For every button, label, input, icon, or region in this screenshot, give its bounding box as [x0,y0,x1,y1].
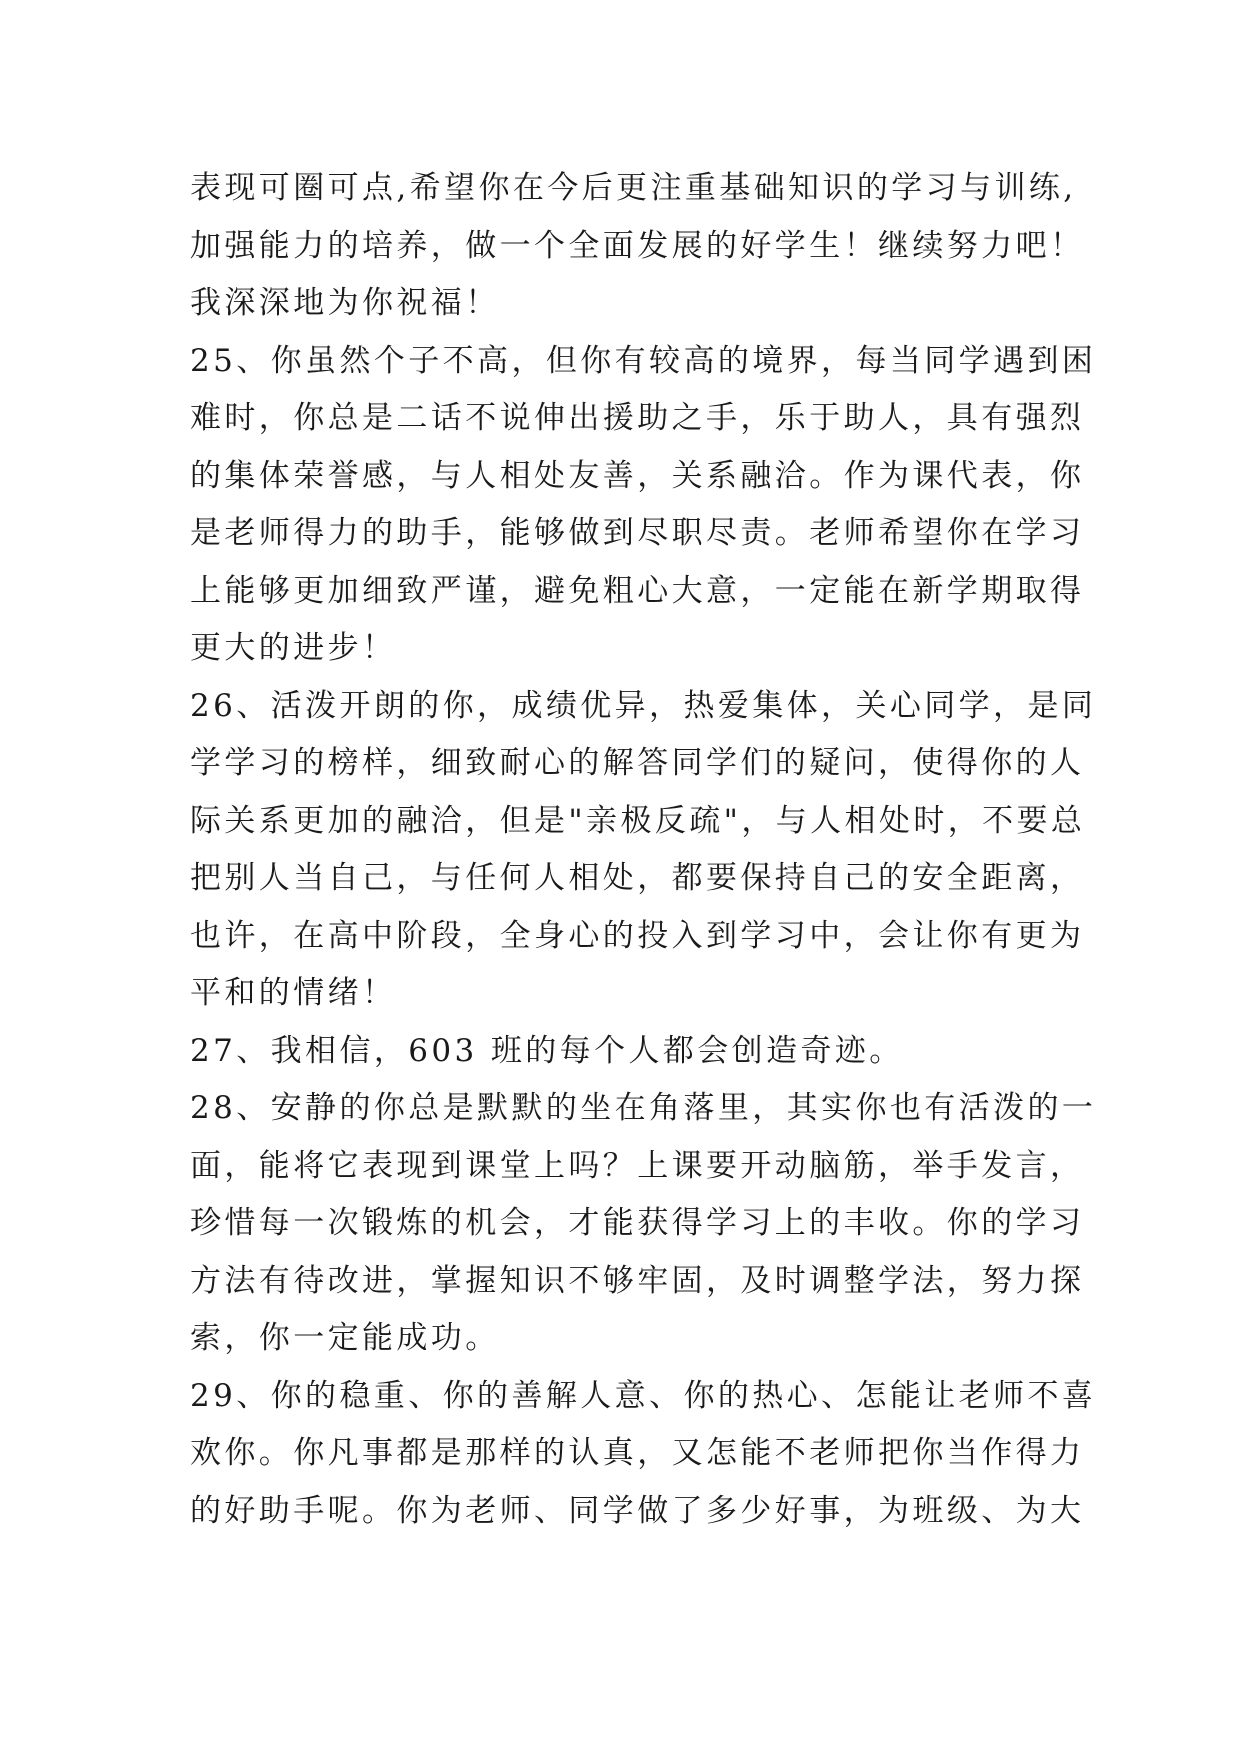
text-line: 难时，你总是二话不说伸出援助之手，乐于助人，具有强烈 [190,400,1085,436]
text-line: 加强能力的培养，做一个全面发展的好学生！继续努力吧！ [190,227,1085,264]
text-line: 把别人当自己，与任何人相处，都要保持自己的安全距离， [190,860,1085,896]
document-body [190,160,1097,1540]
text-line: 珍惜每一次锻炼的机会，才能获得学习上的丰收。你的学习 [190,1205,1085,1241]
text-line: 更大的进步！ [190,630,397,666]
text-line: 面，能将它表现到课堂上吗？上课要开动脑筋，举手发言， [190,1147,1085,1184]
text-line: 25、你虽然个子不高，但你有较高的境界，每当同学遇到困 [190,342,1097,379]
text-line: 欢你。你凡事都是那样的认真，又怎能不老师把你当作得力 [190,1435,1085,1471]
text-line: 索，你一定能成功。 [190,1320,500,1356]
text-line: 26、活泼开朗的你，成绩优异，热爱集体，关心同学，是同 [190,687,1097,724]
text-line: 27、我相信，603 班的每个人都会创造奇迹。 [190,1032,904,1069]
text-line: 我深深地为你祝福！ [190,285,500,321]
text-line: 上能够更加细致严谨，避免粗心大意，一定能在新学期取得 [190,572,1085,609]
text-line: 是老师得力的助手，能够做到尽职尽责。老师希望你在学习 [190,515,1085,551]
text-line: 29、你的稳重、你的善解人意、你的热心、怎能让老师不喜 [190,1377,1097,1414]
text-line: 学学习的榜样，细致耐心的解答同学们的疑问，使得你的人 [190,745,1085,781]
text-line: 的集体荣誉感，与人相处友善，关系融洽。作为课代表，你 [190,457,1085,494]
text-line: 表现可圈可点,希望你在今后更注重基础知识的学习与训练, [190,170,1077,206]
text-line: 也许，在高中阶段，全身心的投入到学习中，会让你有更为 [190,917,1085,954]
text-line: 的好助手呢。你为老师、同学做了多少好事，为班级、为大 [190,1492,1085,1529]
text-line: 方法有待改进，掌握知识不够牢固，及时调整学法，努力探 [190,1262,1085,1299]
text-line: 际关系更加的融洽，但是"亲极反疏"，与人相处时，不要总 [190,802,1086,839]
text-line: 28、安静的你总是默默的坐在角落里，其实你也有活泼的一 [190,1090,1097,1126]
text-line: 平和的情绪！ [190,975,397,1011]
